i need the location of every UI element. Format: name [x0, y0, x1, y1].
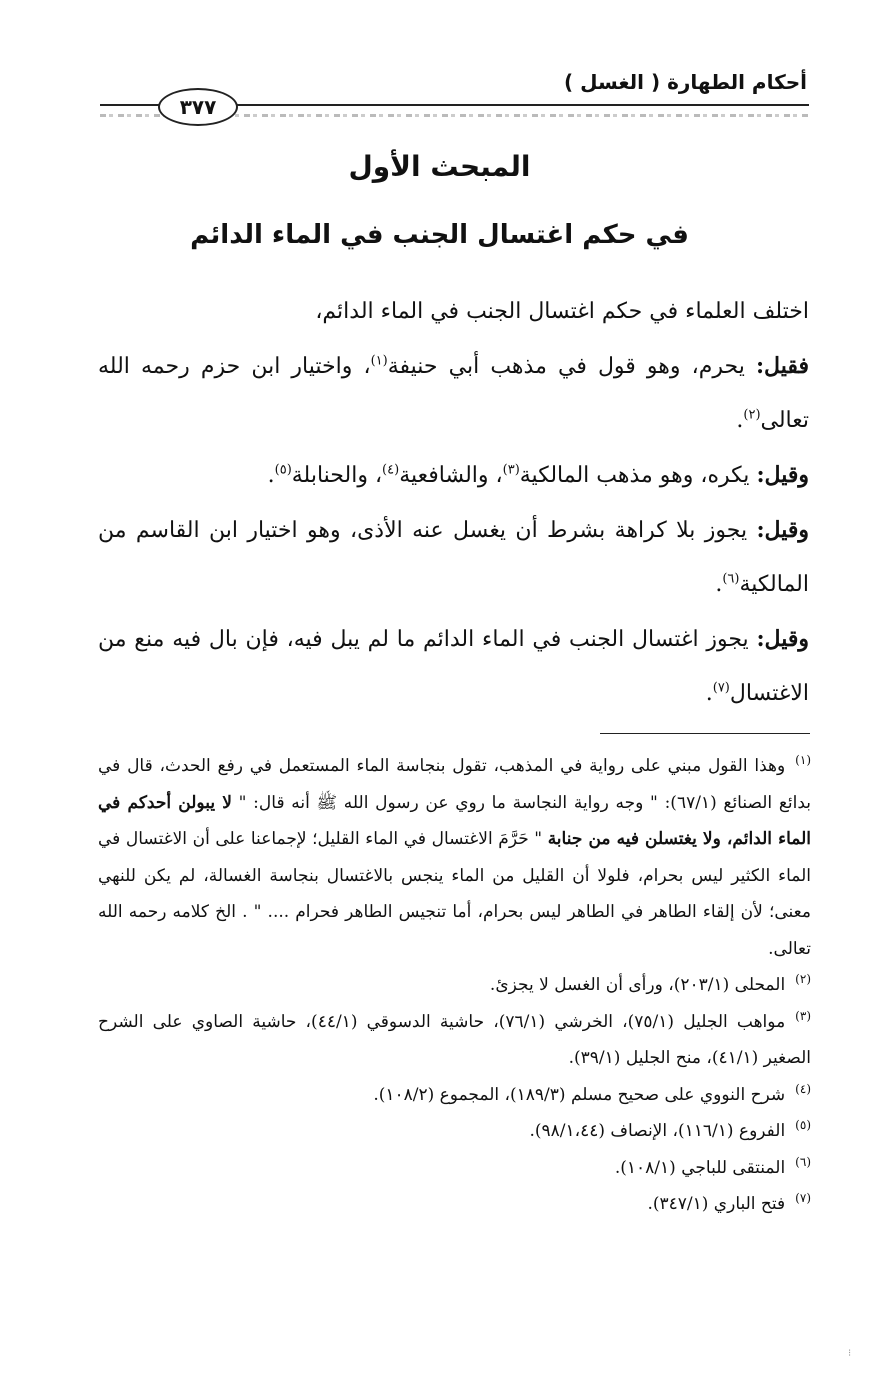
section-title: المبحث الأول [348, 150, 531, 183]
footnote-text: وهذا القول مبني على رواية في المذهب، تقول بنجاسة الماء المستعمل في رفع الحدث، قال في بدائع الصنائع (٦٧/١): " وجه رواية النجاسة ما روي عن رسول الله ﷺ أنه قال: " [98, 756, 811, 813]
paragraph-3 [98, 503, 809, 612]
paragraph-lead: وقيل: [756, 462, 809, 488]
footnotes [98, 748, 811, 1223]
footnote-7: (٧)فتح الباري (٣٤٧/١). [647, 1191, 811, 1214]
footnote-text: " حَرَّمَ الاغتسال في الماء القليل؛ لإجماعنا على أن الاغتسال في الماء الكثير ليس بحرام، فلولا أن القليل من الماء ينجس بالاغتسال بنجاسة الغسالة، لم يكن للنهي معنى؛ لأن إلقاء الطاهر في الطاهر ليس بحرام، أما تنجيس الطاهر فحرام .... " . الخ كلامه رحمه الله تعالى. [98, 829, 811, 959]
paragraph-text: يجوز اغتسال الجنب في الماء الدائم ما لم يبل فيه، فإن بال فيه منع من الاغتسال [98, 627, 809, 706]
paragraph-4 [98, 612, 809, 721]
paragraph-end: . [736, 408, 744, 433]
paragraph-end: . [715, 572, 723, 597]
footnote-2: (٢)المحلى (٢٠٣/١)، ورأى أن الغسل لا يجزئ. [489, 972, 811, 995]
paragraph-text: ، واختيار ابن حزم رحمه الله تعالى [98, 354, 809, 433]
footnote-3: (٣)مواهب الجليل (٧٥/١)، الخرشي (٧٦/١)، حاشية الدسوقي (٤٤/١)، حاشية الصاوي على الشرح الصغير (٤١/١)، منح الجليل (٣٩/١). [98, 1008, 811, 1068]
footnote-4: (٤)شرح النووي على صحيح مسلم (١٨٩/٣)، المجموع (١٠٨/٢). [373, 1081, 811, 1105]
footnote-5: (٥)الفروع (١١٦/١)، الإنصاف (٩٨/١،٤٤). [529, 1118, 811, 1141]
footnote-text: مواهب الجليل (٧٥/١)، الخرشي (٧٦/١)، حاشية الدسوقي (٤٤/١)، حاشية الصاوي على الشرح الصغير (٤١/١)، منح الجليل (٣٩/١). [98, 1011, 811, 1068]
footnote-text: فتح الباري (٣٤٧/١). [647, 1194, 786, 1214]
body-text [98, 285, 809, 721]
page-number: ٣٧٧ [158, 88, 238, 126]
footnote-1: (١)وهذا القول مبني على رواية في المذهب، تقول بنجاسة الماء المستعمل في رفع الحدث، قال في بدائع الصنائع (٦٧/١): " وجه رواية النجاسة ما روي عن رسول الله ﷺ أنه قال: " لا يبولن أحدكم في الماء الدائم، ولا يغتسلن فيه من جنابة " حَرَّمَ الاغتسال في الماء القليل؛ لإجماعنا على أن الاغتسال في الماء الكثير ليس بحرام، فلولا أن القليل من الماء ينجس بالاغتسال بنجاسة الغسالة، لم يكن للنهي معنى؛ لأن إلقاء الطاهر في الطاهر ليس بحرام، أما تنجيس الطاهر فحرام .... " . الخ كلامه رحمه الله تعالى. [98, 753, 811, 959]
paragraph-lead: وقيل: [756, 626, 809, 652]
paragraph-text: ، والحنابلة [291, 463, 383, 488]
footnote-separator [600, 733, 810, 734]
footnote-text: الفروع (١١٦/١)، الإنصاف (٩٨/١،٤٤). [529, 1121, 786, 1141]
paragraph-end: . [705, 681, 713, 706]
hadith-quote: لا يبولن أحدكم في الماء الدائم، ولا يغتسلن فيه من جنابة [98, 792, 811, 849]
footnote-text: المحلى (٢٠٣/١)، ورأى أن الغسل لا يجزئ. [489, 975, 786, 995]
footnote-text: المنتقى للباجي (١٠٨/١). [614, 1157, 786, 1178]
running-head: أحكام الطهارة ( الغسل ) [564, 70, 807, 94]
footnote-ref-1[interactable]: (١) [370, 353, 388, 369]
paragraph-lead: فقيل: [755, 353, 810, 379]
paragraph-1 [98, 339, 809, 448]
paragraph-text: يحرم، وهو قول في مذهب أبي حنيفة [387, 354, 756, 379]
paragraph-lead: وقيل: [756, 517, 809, 543]
footnote-ref-7[interactable]: (٧) [712, 680, 730, 696]
paragraph-text: يجوز بلا كراهة بشرط أن يغسل عنه الأذى، وهو اختيار ابن القاسم من المالكية [98, 518, 809, 597]
footnote-6: (٦)المنتقى للباجي (١٠٨/١). [614, 1154, 811, 1178]
footnote-ref-3[interactable]: (٣) [502, 462, 520, 478]
footnote-ref-6[interactable]: (٦) [722, 571, 740, 587]
paragraph-text: ، والشافعية [399, 463, 503, 488]
scan-mark-icon: ⁝ [848, 1348, 852, 1359]
footnote-ref-2[interactable]: (٢) [743, 407, 761, 423]
paragraph-end: . [267, 463, 275, 488]
paragraph-intro: اختلف العلماء في حكم اغتسال الجنب في الماء الدائم، [315, 299, 809, 324]
footnote-ref-4[interactable]: (٤) [382, 462, 400, 478]
footnote-ref-5[interactable]: (٥) [274, 462, 292, 478]
paragraph-2 [98, 448, 809, 503]
footnote-text: شرح النووي على صحيح مسلم (١٨٩/٣)، المجموع (١٠٨/٢). [373, 1084, 786, 1105]
paragraph-text: يكره، وهو مذهب المالكية [519, 463, 757, 488]
section-subtitle: في حكم اغتسال الجنب في الماء الدائم [190, 220, 689, 250]
